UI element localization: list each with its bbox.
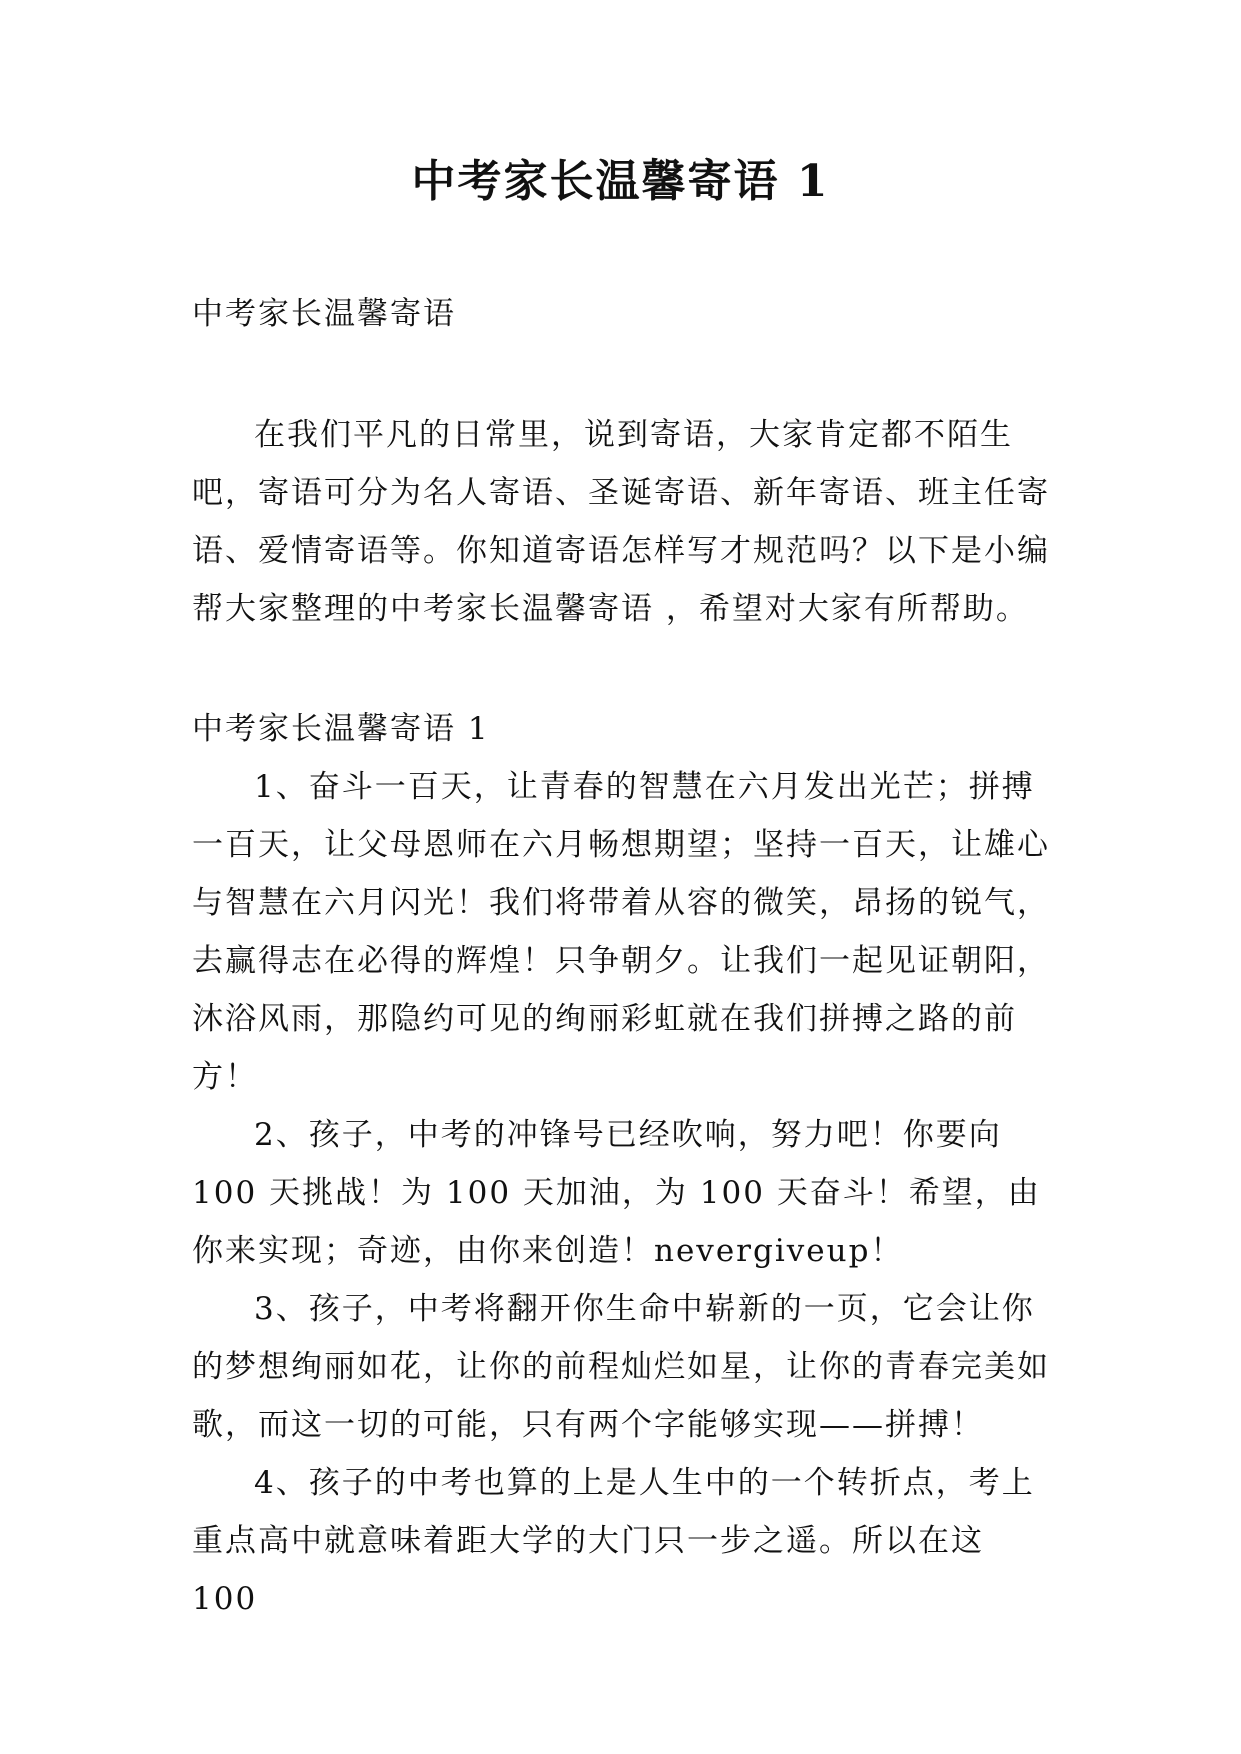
list-item: 3、孩子，中考将翻开你生命中崭新的一页，它会让你的梦想绚丽如花，让你的前程灿烂如星，让你的青春完美如歌，而这一切的可能，只有两个字能够实现——拼搏！	[192, 1291, 1050, 1443]
document-title: 中考家长温馨寄语 1	[411, 156, 830, 207]
section-title: 中考家长温馨寄语 1	[192, 711, 490, 747]
section-1	[192, 700, 1060, 1628]
list-item: 1、奋斗一百天，让青春的智慧在六月发出光芒；拼搏一百天，让父母恩师在六月畅想期望；坚持一百天，让雄心与智慧在六月闪光！我们将带着从容的微笑，昂扬的锐气，去赢得志在必得的辉煌！只争朝夕。让我们一起见证朝阳，沐浴风雨，那隐约可见的绚丽彩虹就在我们拼搏之路的前方！	[192, 769, 1050, 1095]
list-item: 2、孩子，中考的冲锋号已经吹响，努力吧！你要向 100 天挑战！为 100 天加油，为 100 天奋斗！希望，由你来实现；奇迹，由你来创造！nevergiveup！	[192, 1117, 1041, 1269]
intro-block	[192, 406, 1060, 638]
document-subtitle: 中考家长温馨寄语	[192, 296, 456, 332]
list-item: 4、孩子的中考也算的上是人生中的一个转折点，考上重点高中就意味着距大学的大门只一步之遥。所以在这 100	[192, 1465, 1035, 1617]
intro-paragraph: 在我们平凡的日常里，说到寄语，大家肯定都不陌生吧，寄语可分为名人寄语、圣诞寄语、新年寄语、班主任寄语、爱情寄语等。你知道寄语怎样写才规范吗？以下是小编帮大家整理的中考家长温馨寄语 ，希望对大家有所帮助。	[192, 417, 1050, 627]
